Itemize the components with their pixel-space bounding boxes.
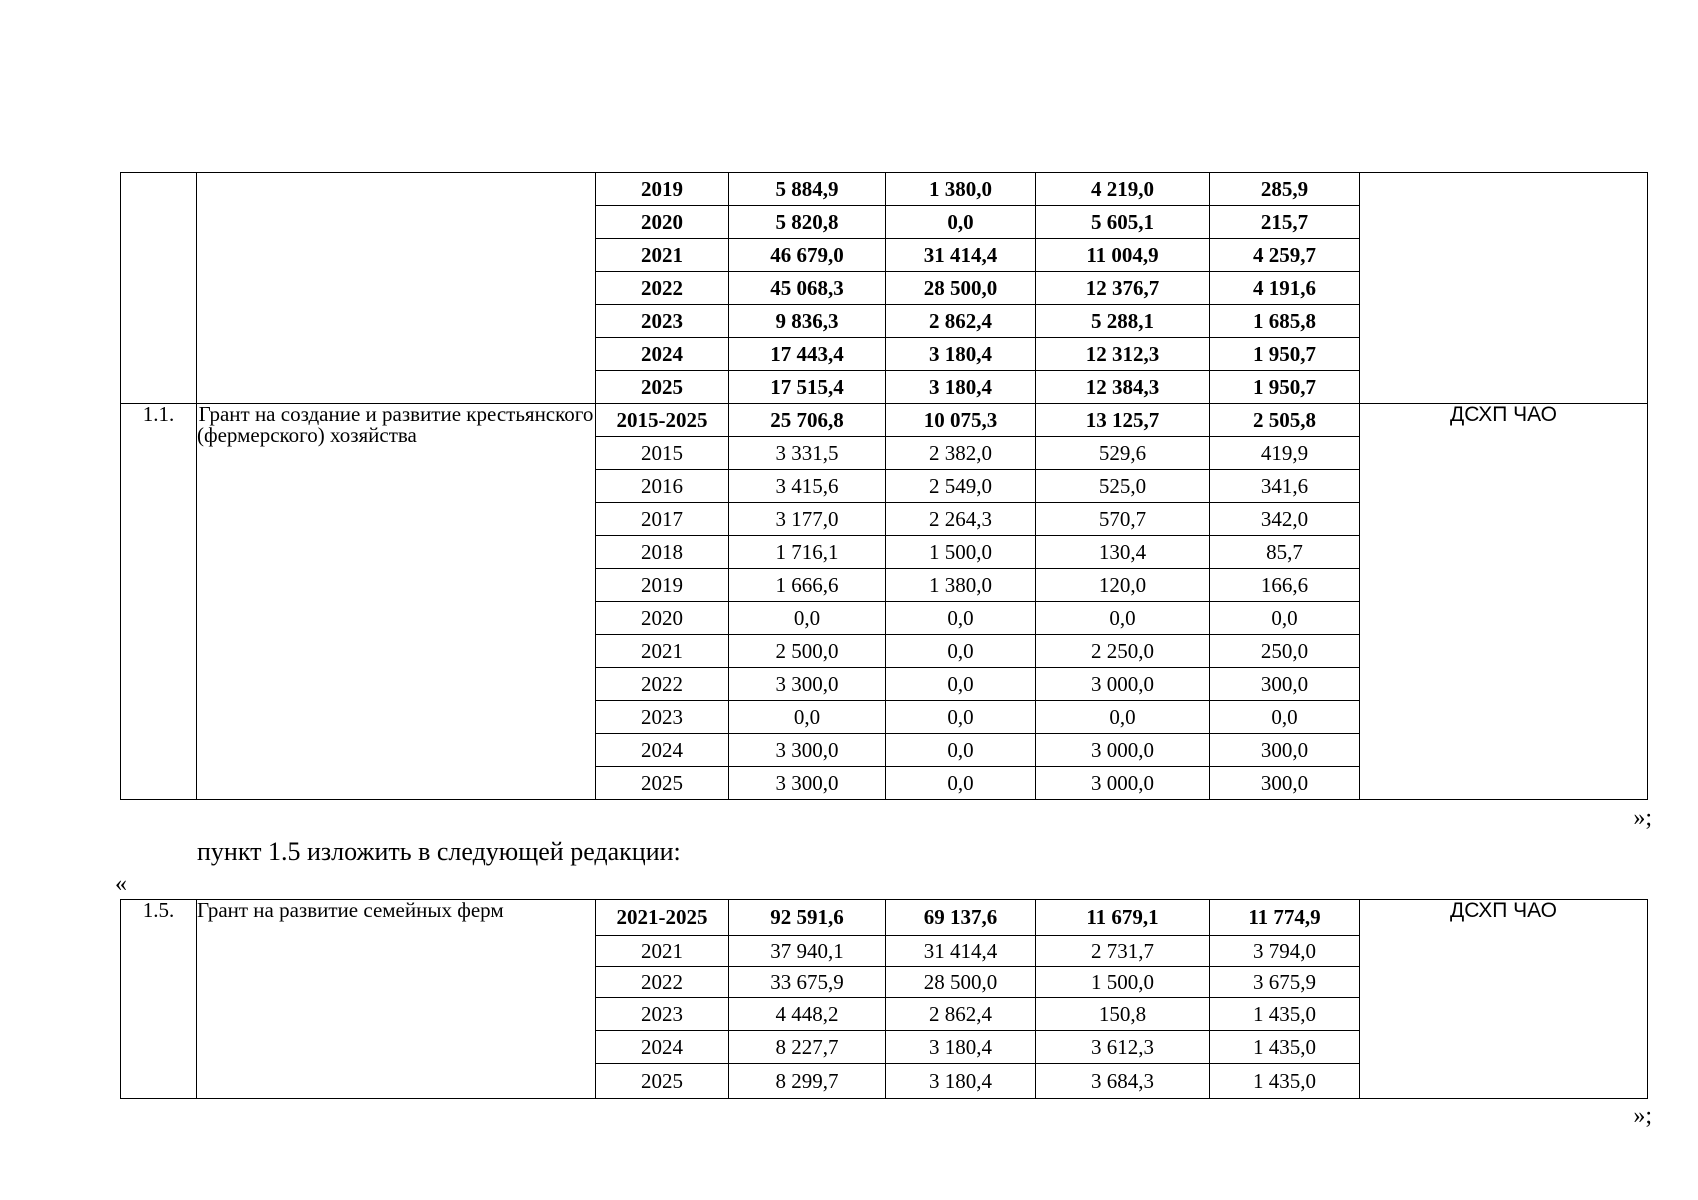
total-cell: 3 300,0 bbox=[729, 734, 886, 767]
table-row bbox=[121, 173, 1648, 206]
regional-cell: 3 684,3 bbox=[1036, 1064, 1210, 1099]
other-cell: 3 675,9 bbox=[1210, 967, 1360, 998]
year-cell: 2020 bbox=[596, 602, 729, 635]
federal-cell: 2 382,0 bbox=[886, 437, 1036, 470]
total-cell: 3 300,0 bbox=[729, 668, 886, 701]
year-cell: 2023 bbox=[596, 998, 729, 1031]
year-cell: 2017 bbox=[596, 503, 729, 536]
year-cell: 2019 bbox=[596, 569, 729, 602]
federal-cell: 0,0 bbox=[886, 602, 1036, 635]
other-cell: 285,9 bbox=[1210, 173, 1360, 206]
year-cell: 2022 bbox=[596, 272, 729, 305]
federal-cell: 0,0 bbox=[886, 734, 1036, 767]
item-number: 1.1. bbox=[121, 404, 197, 800]
funding-table-continued bbox=[120, 172, 1648, 800]
federal-cell: 31 414,4 bbox=[886, 936, 1036, 967]
other-cell: 419,9 bbox=[1210, 437, 1360, 470]
total-cell: 92 591,6 bbox=[729, 900, 886, 936]
total-cell: 3 331,5 bbox=[729, 437, 886, 470]
other-cell: 0,0 bbox=[1210, 602, 1360, 635]
regional-cell: 4 219,0 bbox=[1036, 173, 1210, 206]
regional-cell: 11 004,9 bbox=[1036, 239, 1210, 272]
regional-cell: 5 605,1 bbox=[1036, 206, 1210, 239]
total-cell: 1 666,6 bbox=[729, 569, 886, 602]
year-cell: 2020 bbox=[596, 206, 729, 239]
regional-cell: 529,6 bbox=[1036, 437, 1210, 470]
other-cell: 341,6 bbox=[1210, 470, 1360, 503]
year-cell: 2023 bbox=[596, 701, 729, 734]
other-cell: 0,0 bbox=[1210, 701, 1360, 734]
regional-cell: 11 679,1 bbox=[1036, 900, 1210, 936]
year-cell: 2025 bbox=[596, 371, 729, 404]
federal-cell: 3 180,4 bbox=[886, 1064, 1036, 1099]
regional-cell: 130,4 bbox=[1036, 536, 1210, 569]
total-cell: 17 443,4 bbox=[729, 338, 886, 371]
total-cell: 0,0 bbox=[729, 602, 886, 635]
total-cell: 25 706,8 bbox=[729, 404, 886, 437]
year-cell: 2024 bbox=[596, 734, 729, 767]
federal-cell: 3 180,4 bbox=[886, 338, 1036, 371]
table-row-summary bbox=[121, 404, 1648, 437]
total-cell: 46 679,0 bbox=[729, 239, 886, 272]
regional-cell: 3 000,0 bbox=[1036, 767, 1210, 800]
other-cell: 4 259,7 bbox=[1210, 239, 1360, 272]
year-cell: 2015 bbox=[596, 437, 729, 470]
executor-cell: ДСХП ЧАО bbox=[1360, 900, 1648, 1099]
year-cell: 2022 bbox=[596, 967, 729, 998]
executor-cell: ДСХП ЧАО bbox=[1360, 404, 1648, 800]
year-cell: 2019 bbox=[596, 173, 729, 206]
closing-quote: »; bbox=[1633, 805, 1652, 831]
year-cell: 2022 bbox=[596, 668, 729, 701]
federal-cell: 31 414,4 bbox=[886, 239, 1036, 272]
total-cell: 37 940,1 bbox=[729, 936, 886, 967]
federal-cell: 28 500,0 bbox=[886, 967, 1036, 998]
other-cell: 300,0 bbox=[1210, 734, 1360, 767]
year-cell: 2021-2025 bbox=[596, 900, 729, 936]
regional-cell: 3 000,0 bbox=[1036, 668, 1210, 701]
regional-cell: 150,8 bbox=[1036, 998, 1210, 1031]
total-cell: 33 675,9 bbox=[729, 967, 886, 998]
regional-cell: 0,0 bbox=[1036, 602, 1210, 635]
total-cell: 0,0 bbox=[729, 701, 886, 734]
other-cell: 300,0 bbox=[1210, 767, 1360, 800]
total-cell: 1 716,1 bbox=[729, 536, 886, 569]
other-cell: 166,6 bbox=[1210, 569, 1360, 602]
federal-cell: 0,0 bbox=[886, 668, 1036, 701]
total-cell: 2 500,0 bbox=[729, 635, 886, 668]
federal-cell: 2 862,4 bbox=[886, 305, 1036, 338]
federal-cell: 1 500,0 bbox=[886, 536, 1036, 569]
regional-cell: 12 376,7 bbox=[1036, 272, 1210, 305]
item-description: Грант на развитие семейных ферм bbox=[197, 900, 596, 1099]
total-cell: 45 068,3 bbox=[729, 272, 886, 305]
other-cell: 1 435,0 bbox=[1210, 1064, 1360, 1099]
regional-cell: 2 731,7 bbox=[1036, 936, 1210, 967]
other-cell: 3 794,0 bbox=[1210, 936, 1360, 967]
total-cell: 5 884,9 bbox=[729, 173, 886, 206]
total-cell: 8 299,7 bbox=[729, 1064, 886, 1099]
other-cell: 1 950,7 bbox=[1210, 371, 1360, 404]
year-cell: 2015-2025 bbox=[596, 404, 729, 437]
number-cell-empty bbox=[121, 173, 197, 404]
other-cell: 2 505,8 bbox=[1210, 404, 1360, 437]
regional-cell: 120,0 bbox=[1036, 569, 1210, 602]
total-cell: 3 415,6 bbox=[729, 470, 886, 503]
funding-table-item-1-5 bbox=[120, 899, 1648, 1099]
total-cell: 8 227,7 bbox=[729, 1031, 886, 1064]
regional-cell: 12 384,3 bbox=[1036, 371, 1210, 404]
federal-cell: 2 549,0 bbox=[886, 470, 1036, 503]
other-cell: 85,7 bbox=[1210, 536, 1360, 569]
regional-cell: 570,7 bbox=[1036, 503, 1210, 536]
table-row-summary bbox=[121, 900, 1648, 936]
year-cell: 2018 bbox=[596, 536, 729, 569]
year-cell: 2025 bbox=[596, 767, 729, 800]
federal-cell: 0,0 bbox=[886, 701, 1036, 734]
other-cell: 1 685,8 bbox=[1210, 305, 1360, 338]
total-cell: 9 836,3 bbox=[729, 305, 886, 338]
item-description: Грант на создание и развитие крестьянского (фермерского) хозяйства bbox=[197, 404, 596, 800]
regional-cell: 0,0 bbox=[1036, 701, 1210, 734]
executor-cell-empty bbox=[1360, 173, 1648, 404]
federal-cell: 3 180,4 bbox=[886, 1031, 1036, 1064]
regional-cell: 3 612,3 bbox=[1036, 1031, 1210, 1064]
other-cell: 250,0 bbox=[1210, 635, 1360, 668]
federal-cell: 3 180,4 bbox=[886, 371, 1036, 404]
federal-cell: 2 264,3 bbox=[886, 503, 1036, 536]
description-cell-empty bbox=[197, 173, 596, 404]
federal-cell: 28 500,0 bbox=[886, 272, 1036, 305]
regional-cell: 2 250,0 bbox=[1036, 635, 1210, 668]
opening-quote: « bbox=[115, 871, 127, 897]
total-cell: 3 300,0 bbox=[729, 767, 886, 800]
regional-cell: 525,0 bbox=[1036, 470, 1210, 503]
year-cell: 2021 bbox=[596, 635, 729, 668]
other-cell: 1 950,7 bbox=[1210, 338, 1360, 371]
total-cell: 17 515,4 bbox=[729, 371, 886, 404]
federal-cell: 1 380,0 bbox=[886, 173, 1036, 206]
total-cell: 4 448,2 bbox=[729, 998, 886, 1031]
federal-cell: 1 380,0 bbox=[886, 569, 1036, 602]
regional-cell: 3 000,0 bbox=[1036, 734, 1210, 767]
regional-cell: 12 312,3 bbox=[1036, 338, 1210, 371]
other-cell: 4 191,6 bbox=[1210, 272, 1360, 305]
federal-cell: 69 137,6 bbox=[886, 900, 1036, 936]
other-cell: 1 435,0 bbox=[1210, 1031, 1360, 1064]
year-cell: 2021 bbox=[596, 936, 729, 967]
year-cell: 2021 bbox=[596, 239, 729, 272]
other-cell: 300,0 bbox=[1210, 668, 1360, 701]
year-cell: 2024 bbox=[596, 338, 729, 371]
amendment-instruction: пункт 1.5 изложить в следующей редакции: bbox=[197, 837, 681, 866]
total-cell: 3 177,0 bbox=[729, 503, 886, 536]
federal-cell: 10 075,3 bbox=[886, 404, 1036, 437]
federal-cell: 0,0 bbox=[886, 635, 1036, 668]
year-cell: 2025 bbox=[596, 1064, 729, 1099]
other-cell: 342,0 bbox=[1210, 503, 1360, 536]
year-cell: 2016 bbox=[596, 470, 729, 503]
other-cell: 11 774,9 bbox=[1210, 900, 1360, 936]
other-cell: 215,7 bbox=[1210, 206, 1360, 239]
item-number: 1.5. bbox=[121, 900, 197, 1099]
year-cell: 2023 bbox=[596, 305, 729, 338]
regional-cell: 13 125,7 bbox=[1036, 404, 1210, 437]
other-cell: 1 435,0 bbox=[1210, 998, 1360, 1031]
closing-quote: »; bbox=[1633, 1103, 1652, 1129]
regional-cell: 5 288,1 bbox=[1036, 305, 1210, 338]
federal-cell: 0,0 bbox=[886, 206, 1036, 239]
regional-cell: 1 500,0 bbox=[1036, 967, 1210, 998]
federal-cell: 0,0 bbox=[886, 767, 1036, 800]
total-cell: 5 820,8 bbox=[729, 206, 886, 239]
year-cell: 2024 bbox=[596, 1031, 729, 1064]
federal-cell: 2 862,4 bbox=[886, 998, 1036, 1031]
